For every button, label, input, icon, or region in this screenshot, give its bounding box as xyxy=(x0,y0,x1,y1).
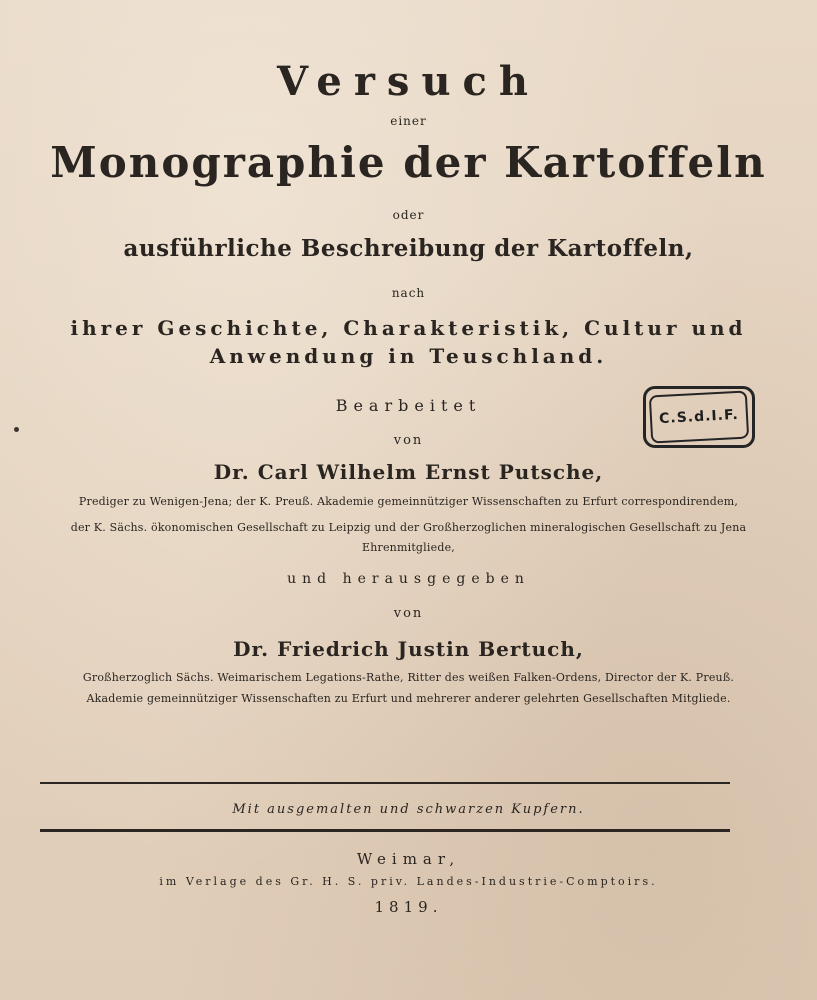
author-1-affiliation-line-2: der K. Sächs. ökonomischen Gesellschaft zu Leipzig und der Großherzoglichen mineralogischen Gesellschaft zu Jena xyxy=(70,521,747,534)
connector-oder: oder xyxy=(392,208,425,222)
title-versuch: Versuch xyxy=(277,58,540,105)
divider-top xyxy=(40,782,730,784)
author-2-affiliation-line-2: Akademie gemeinnütziger Wissenschaften zu Erfurt und mehrerer anderer gelehrten Gesellschaften Mitgliede. xyxy=(86,692,731,705)
paper-speck xyxy=(14,427,19,432)
imprint-year: 1819. xyxy=(374,898,443,916)
connector-einer: einer xyxy=(390,114,427,128)
author-1-name: Dr. Carl Wilhelm Ernst Putsche, xyxy=(213,460,604,484)
von-label-2: von xyxy=(393,606,424,621)
author-1-affiliation-line-1: Prediger zu Wenigen-Jena; der K. Preuß. Akademie gemeinnütziger Wissenschaften zu Erfurt correspondirendem, xyxy=(78,495,739,508)
main-title: Monographie der Kartoffeln xyxy=(50,138,767,187)
illustrations-note: Mit ausgemalten und schwarzen Kupfern. xyxy=(232,802,585,817)
library-stamp xyxy=(643,386,755,448)
description-line-1: ihrer Geschichte, Charakteristik, Cultur und xyxy=(70,316,747,340)
bearbeitet-label: Bearbeitet xyxy=(335,396,482,415)
subtitle: ausführliche Beschreibung der Kartoffeln, xyxy=(123,235,694,262)
author-1-affiliation-line-3: Ehrenmitgliede, xyxy=(362,541,455,554)
author-2-affiliation-line-1: Großherzoglich Sächs. Weimarischem Legations-Rathe, Ritter des weißen Falken-Ordens, Director der K. Preuß. xyxy=(82,671,735,684)
herausgegeben-label: und herausgegeben xyxy=(287,571,530,587)
imprint-publisher: im Verlage des Gr. H. S. priv. Landes-Industrie-Comptoirs. xyxy=(159,875,658,888)
von-label-1: von xyxy=(393,433,424,448)
description-line-2: Anwendung in Teuschland. xyxy=(209,344,608,368)
library-stamp-text: C.S.d.I.F. xyxy=(649,390,749,443)
imprint-place: Weimar, xyxy=(356,850,461,868)
divider-bottom xyxy=(40,829,730,832)
author-2-name: Dr. Friedrich Justin Bertuch, xyxy=(233,637,584,661)
connector-nach: nach xyxy=(391,286,426,300)
